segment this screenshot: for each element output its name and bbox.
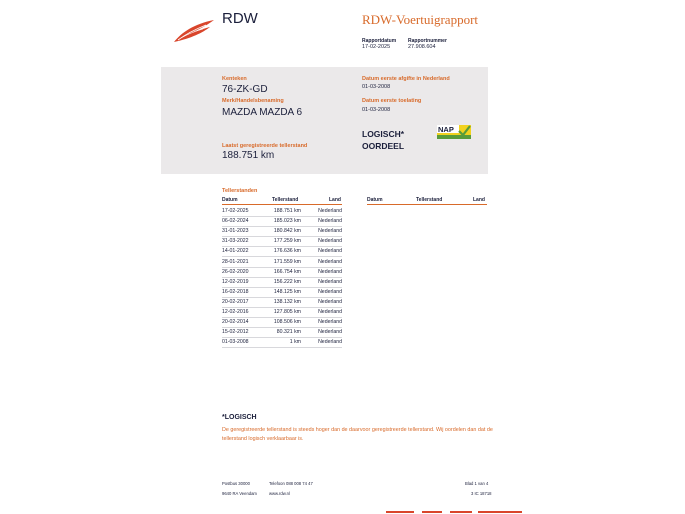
verdict — [362, 128, 404, 152]
row-odometer: 127.805 km — [273, 309, 301, 315]
first-nl-label: Datum eerste afgifte in Nederland — [362, 76, 450, 82]
row-date: 14-01-2022 — [222, 248, 249, 255]
plate-value: 76-ZK-GD — [222, 84, 268, 95]
first-nl-value: 01-03-2008 — [362, 84, 391, 90]
row-odometer: 188.751 km — [273, 208, 301, 214]
row-date: 12-02-2019 — [222, 278, 249, 285]
row-date: 01-03-2008 — [222, 339, 249, 346]
report-number: 27.908.604 — [408, 44, 436, 50]
col-header-land: Land — [329, 197, 341, 203]
col-header-date-2: Datum — [367, 197, 383, 203]
row-odometer: 148.125 km — [273, 288, 301, 295]
table-header-rule-2 — [367, 204, 487, 205]
plate-label: Kenteken — [222, 76, 247, 82]
row-country: Nederland — [318, 218, 342, 225]
row-date: 16-02-2018 — [222, 288, 249, 295]
footer-city: 9640 RA Veendam — [222, 491, 257, 496]
footer-phone: Telefoon 088 008 74 47 — [269, 481, 313, 486]
odometer-table-title: Tellerstanden — [222, 188, 258, 194]
row-country: Nederland — [318, 268, 342, 275]
row-odometer: 185.023 km — [273, 218, 301, 225]
report-date-label: Rapportdatum — [362, 38, 397, 44]
footer-stripe — [450, 511, 472, 513]
row-date: 17-02-2025 — [222, 208, 249, 214]
row-country: Nederland — [318, 298, 342, 305]
row-country: Nederland — [318, 319, 342, 326]
row-date: 06-02-2024 — [222, 218, 249, 225]
footer-stripe — [386, 511, 414, 513]
row-odometer: 177.259 km — [273, 238, 301, 245]
verdict-line1: LOGISCH* — [362, 129, 405, 139]
row-country: Nederland — [318, 238, 342, 245]
row-date: 20-02-2017 — [222, 298, 249, 305]
col-header-land-2: Land — [473, 197, 485, 203]
footer-code: 3 IC 18718 — [471, 491, 492, 496]
row-date: 20-02-2014 — [222, 319, 249, 326]
footer-stripe — [422, 511, 442, 513]
row-country: Nederland — [318, 339, 342, 346]
row-country: Nederland — [318, 329, 342, 336]
col-header-km-2: Tellerstand — [416, 197, 443, 203]
row-odometer: 108.506 km — [273, 319, 301, 326]
odometer-label: Laatst geregistreerde tellerstand — [222, 143, 308, 149]
col-header-date: Datum — [222, 197, 238, 203]
footer-postbus: Postbus 30000 — [222, 481, 250, 486]
row-date: 31-03-2022 — [222, 238, 249, 245]
report-number-label: Rapportnummer — [408, 38, 447, 44]
make-value: MAZDA MAZDA 6 — [222, 107, 303, 118]
footer-page: Blad 1 van 4 — [465, 481, 489, 486]
row-date: 15-02-2012 — [222, 329, 249, 336]
first-admission-label: Datum eerste toelating — [362, 98, 422, 104]
table-row — [222, 337, 342, 348]
vehicle-summary-panel — [161, 67, 488, 174]
note-text: De geregistreerde tellerstand is steeds hoger dan de daarvoor geregistreerde tellerstand. Wij oordelen dan dat de tellerstand logisch verklaarbaar is. — [222, 427, 493, 442]
row-odometer: 156.222 km — [273, 278, 301, 285]
footer-stripe — [478, 511, 522, 513]
row-odometer: 176.636 km — [273, 248, 301, 255]
row-odometer: 80.321 km — [276, 329, 301, 336]
row-date: 31-01-2023 — [222, 228, 249, 235]
row-date: 28-01-2021 — [222, 258, 249, 265]
rdw-logo-icon — [172, 18, 216, 44]
row-odometer: 166.754 km — [273, 268, 301, 275]
row-date: 12-02-2016 — [222, 309, 249, 315]
brand-name: RDW — [222, 10, 258, 27]
col-header-km: Tellerstand — [272, 197, 299, 203]
report-date: 17-02-2025 — [362, 44, 391, 50]
row-country: Nederland — [318, 208, 342, 214]
report-title: RDW-Voertuigrapport — [362, 12, 479, 27]
odometer-value: 188.751 km — [222, 150, 275, 161]
row-country: Nederland — [318, 278, 342, 285]
first-admission-value: 01-03-2008 — [362, 107, 391, 113]
row-country: Nederland — [318, 288, 342, 295]
row-country: Nederland — [318, 258, 342, 265]
row-odometer: 180.842 km — [273, 228, 301, 235]
verdict-line2: OORDEEL — [362, 141, 405, 151]
row-odometer: 171.559 km — [273, 258, 301, 265]
table-header-rule — [222, 204, 342, 205]
nap-logo-icon — [437, 125, 471, 139]
row-odometer: 1 km — [289, 339, 301, 346]
note-title: *LOGISCH — [222, 414, 257, 421]
row-odometer: 138.132 km — [273, 298, 301, 305]
row-country: Nederland — [318, 228, 342, 235]
footer-web[interactable]: www.rdw.nl — [269, 491, 290, 496]
make-label: Merk/Handelsbenaming — [222, 98, 284, 104]
row-country: Nederland — [318, 248, 342, 255]
row-country: Nederland — [318, 309, 342, 315]
svg-text:NAP: NAP — [438, 125, 454, 134]
row-date: 26-02-2020 — [222, 268, 249, 275]
